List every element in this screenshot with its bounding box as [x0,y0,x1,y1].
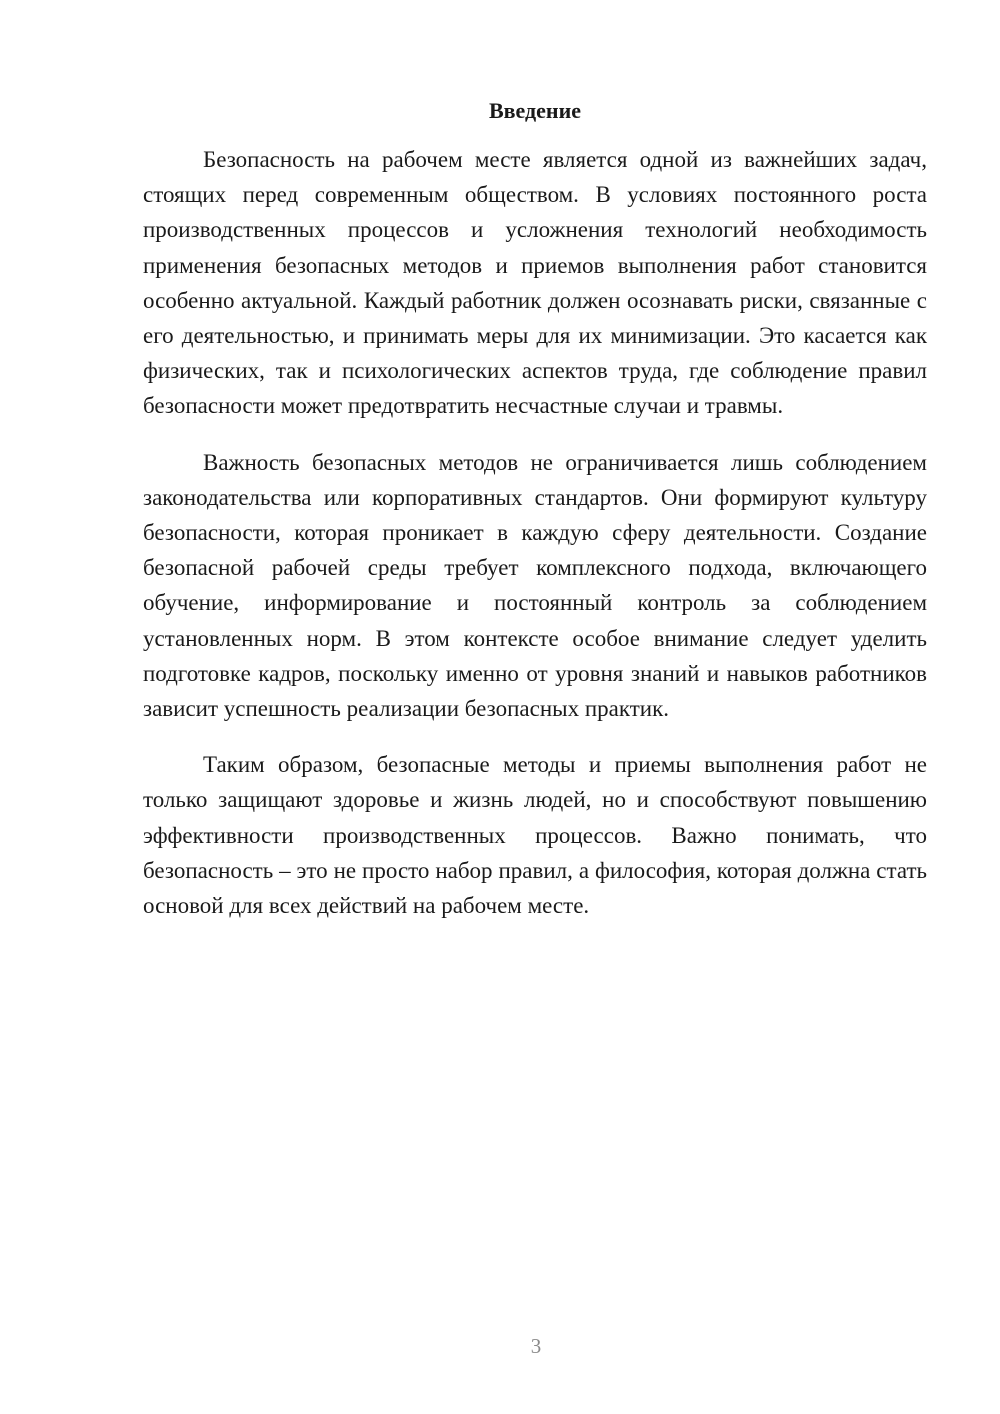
page-number: 3 [530,1334,542,1358]
paragraph-2: Важность безопасных методов не ограничивается лишь соблюдением законодательства или корпоративных стандартов. Они формируют культуру безопасности, которая проникает в каждую сферу деятельности. Создание безопасной рабочей среды требует комплексного подхода, включающего обучение, информирование и постоянный контроль за соблюдением установленных норм. В этом контексте особое внимание следует уделить подготовке кадров, поскольку именно от уровня знаний и навыков работников зависит успешность реализации безопасных практик. [143,449,927,722]
paragraph-3: Таким образом, безопасные методы и приемы выполнения работ не только защищают здоровье и жизнь людей, но и способствуют повышению эффективности производственных процессов. Важно понимать, что безопасность – это не просто набор правил, а философия, которая должна стать основой для всех действий на рабочем месте. [143,752,927,919]
paragraph-1: Безопасность на рабочем месте является одной из важнейших задач, стоящих перед современным обществом. В условиях постоянного роста производственных процессов и усложнения технологий необходимость применения безопасных методов и приемов выполнения работ становится особенно актуальной. Каждый работник должен осознавать риски, связанные с его деятельностью, и принимать меры для их минимизации. Это касается как физических, так и психологических аспектов труда, где соблюдение правил безопасности может предотвратить несчастные случаи и травмы. [143,147,927,419]
section-title: Введение [488,98,582,123]
body-text [143,142,927,944]
